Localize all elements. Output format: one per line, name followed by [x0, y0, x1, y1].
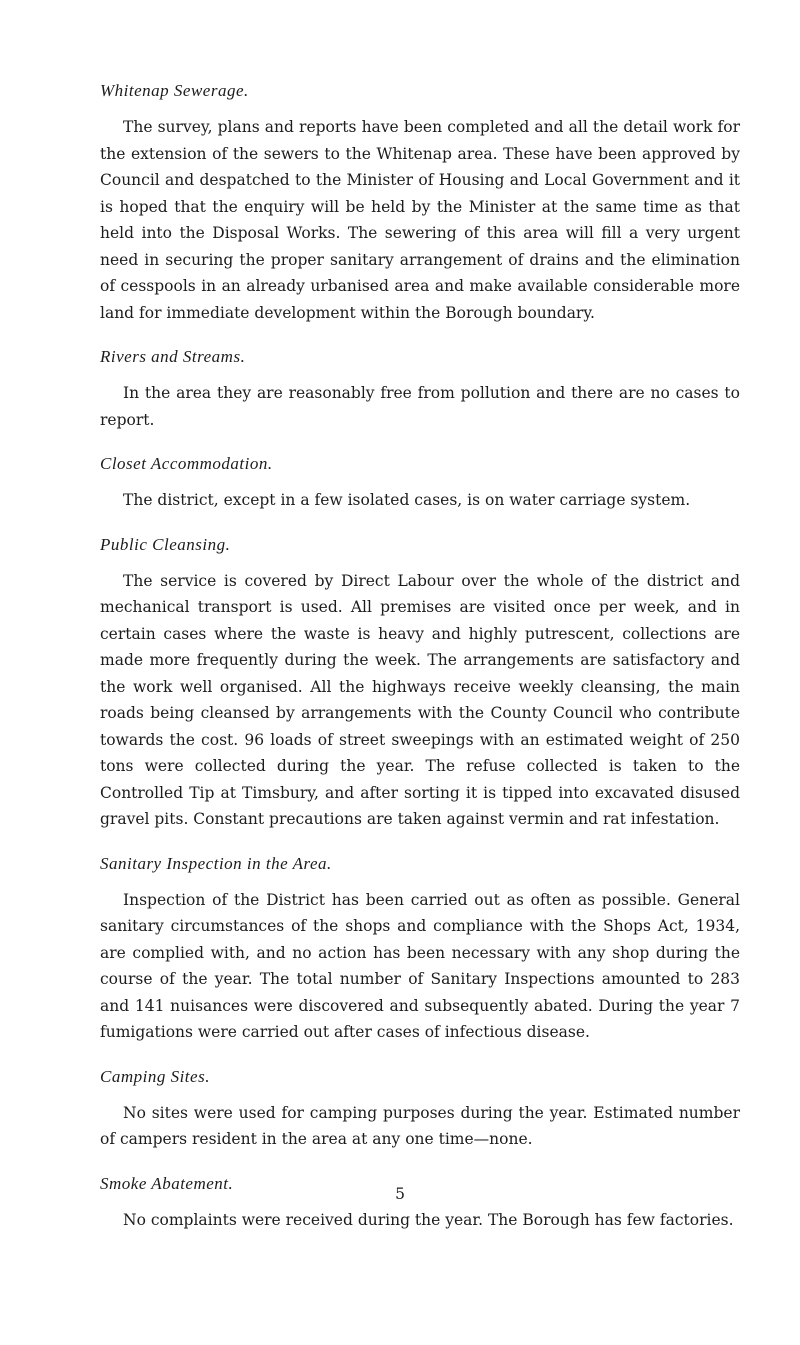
section-paragraph: In the area they are reasonably free from pollution and there are no cases to report. [100, 384, 740, 429]
section-paragraph: The survey, plans and reports have been completed and all the detail work for the extension of the sewers to the Whitenap area. These have been approved by Council and despatched to the Minister of Housing and Local Government and it is hoped that the enquiry will be held by the Minister at the same time as that held into the Disposal Works. The sewering of this area will fill a very urgent need in securing the proper sanitary arrangement of drains and the elimination of cesspools in an already urbanised area and make available considerable more land for immediate development within the Borough boundary. [100, 118, 740, 322]
section-heading: Smoke Abatement. [100, 1173, 234, 1193]
section-heading: Closet Accommodation. [100, 454, 273, 473]
section-heading: Whitenap Sewerage. [100, 81, 249, 100]
document-page [100, 80, 740, 1253]
section-paragraph: No sites were used for camping purposes during the year. Estimated number of campers resident in the area at any one time—none. [100, 1103, 740, 1148]
section-paragraph: The service is covered by Direct Labour over the whole of the district and mechanical transport is used. All premises are visited once per week, and in certain cases where the waste is heavy and highly putrescent, collections are made more frequently during the week. The arrangements are satisfactory and the work well organised. All the highways receive weekly cleansing, the main roads being cleansed by arrangements with the County Council who contribute towards the cost. 96 loads of street sweepings with an estimated weight of 250 tons were collected during the year. The refuse collected is taken to the Controlled Tip at Timsbury, and after sorting it is tipped into excavated disused gravel pits. Constant precautions are taken against vermin and rat infestation. [100, 571, 740, 828]
section-heading: Sanitary Inspection in the Area. [100, 853, 332, 873]
section-public-cleansing [100, 534, 740, 833]
section-whitenap-sewerage [100, 80, 740, 326]
section-heading: Rivers and Streams. [100, 347, 246, 366]
section-camping-sites [100, 1066, 740, 1153]
section-sanitary-inspection [100, 853, 740, 1046]
section-paragraph: The district, except in a few isolated cases, is on water carriage system. [123, 491, 691, 509]
section-heading: Camping Sites. [100, 1066, 210, 1086]
section-rivers-and-streams [100, 346, 740, 433]
section-closet-accommodation [100, 453, 740, 514]
page-number: 5 [395, 1185, 405, 1203]
section-paragraph: Inspection of the District has been carried out as often as possible. General sanitary circumstances of the shops and compliance with the Shops Act, 1934, are complied with, and no action has been necessary with any shop during the course of the year. The total number of Sanitary Inspections amounted to 283 and 141 nuisances were discovered and subsequently abated. During the year 7 fumigations were carried out after cases of infectious disease. [100, 890, 740, 1041]
section-paragraph: No complaints were received during the year. The Borough has few factories. [123, 1210, 734, 1229]
section-heading: Public Cleansing. [100, 534, 231, 554]
